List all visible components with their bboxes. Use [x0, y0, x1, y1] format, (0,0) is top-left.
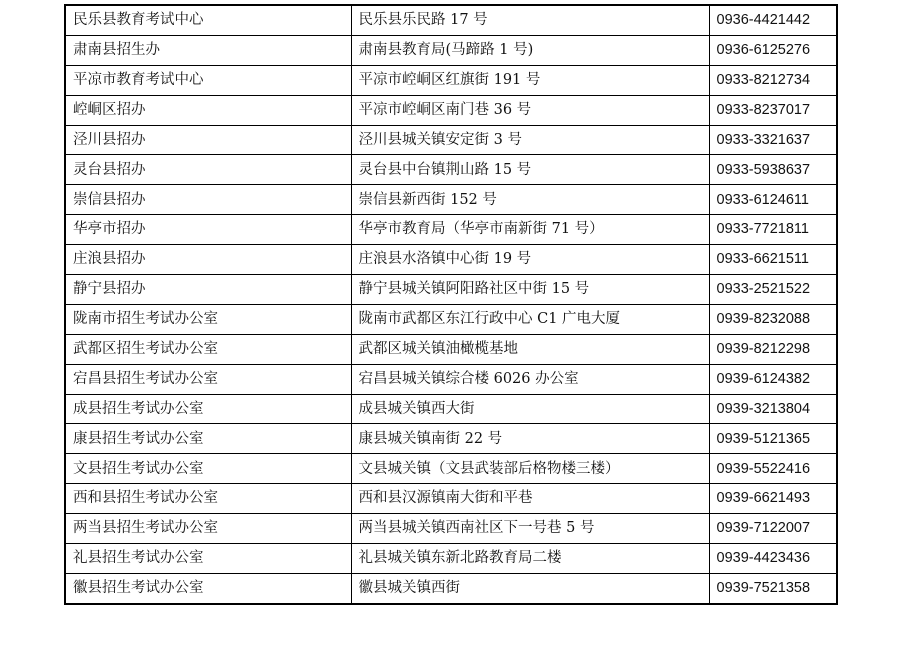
table-row: [65, 215, 837, 245]
phone-cell: 0936-6125276: [709, 35, 837, 65]
table-row: [65, 65, 837, 95]
table-row: [65, 35, 837, 65]
phone-cell: 0939-6621493: [709, 484, 837, 514]
org-cell: 肃南县招生办: [65, 35, 351, 65]
org-cell: 崆峒区招办: [65, 95, 351, 125]
phone-cell: 0939-8232088: [709, 304, 837, 334]
address-cell: 民乐县乐民路 17 号: [351, 5, 709, 35]
address-cell: 陇南市武都区东江行政中心 C1 广电大厦: [351, 304, 709, 334]
phone-cell: 0939-5522416: [709, 454, 837, 484]
org-cell: 华亭市招办: [65, 215, 351, 245]
table-row: [65, 155, 837, 185]
address-cell: 两当县城关镇西南社区下一号巷 5 号: [351, 514, 709, 544]
phone-cell: 0933-6621511: [709, 245, 837, 275]
address-cell: 崇信县新西街 152 号: [351, 185, 709, 215]
org-cell: 成县招生考试办公室: [65, 394, 351, 424]
table-row: [65, 454, 837, 484]
table-row: [65, 5, 837, 35]
address-cell: 华亭市教育局（华亭市南新街 71 号）: [351, 215, 709, 245]
table-row: [65, 245, 837, 275]
address-cell: 静宁县城关镇阿阳路社区中街 15 号: [351, 275, 709, 305]
contact-table-body: [65, 5, 837, 604]
phone-cell: 0939-7521358: [709, 573, 837, 603]
address-cell: 泾川县城关镇安定街 3 号: [351, 125, 709, 155]
org-cell: 徽县招生考试办公室: [65, 573, 351, 603]
table-row: [65, 484, 837, 514]
org-cell: 庄浪县招办: [65, 245, 351, 275]
phone-cell: 0933-3321637: [709, 125, 837, 155]
address-cell: 平凉市崆峒区南门巷 36 号: [351, 95, 709, 125]
phone-cell: 0936-4421442: [709, 5, 837, 35]
table-row: [65, 573, 837, 603]
table-row: [65, 304, 837, 334]
table-row: [65, 544, 837, 574]
phone-cell: 0939-6124382: [709, 364, 837, 394]
phone-cell: 0933-7721811: [709, 215, 837, 245]
phone-cell: 0933-6124611: [709, 185, 837, 215]
table-row: [65, 364, 837, 394]
org-cell: 静宁县招办: [65, 275, 351, 305]
table-row: [65, 95, 837, 125]
org-cell: 泾川县招办: [65, 125, 351, 155]
address-cell: 康县城关镇南街 22 号: [351, 424, 709, 454]
address-cell: 文县城关镇（文县武装部后格物楼三楼）: [351, 454, 709, 484]
table-row: [65, 334, 837, 364]
address-cell: 礼县城关镇东新北路教育局二楼: [351, 544, 709, 574]
org-cell: 文县招生考试办公室: [65, 454, 351, 484]
address-cell: 徽县城关镇西街: [351, 573, 709, 603]
org-cell: 宕昌县招生考试办公室: [65, 364, 351, 394]
phone-cell: 0939-7122007: [709, 514, 837, 544]
org-cell: 陇南市招生考试办公室: [65, 304, 351, 334]
address-cell: 平凉市崆峒区红旗街 191 号: [351, 65, 709, 95]
address-cell: 武都区城关镇油橄榄基地: [351, 334, 709, 364]
org-cell: 民乐县教育考试中心: [65, 5, 351, 35]
table-row: [65, 394, 837, 424]
address-cell: 成县城关镇西大街: [351, 394, 709, 424]
phone-cell: 0933-2521522: [709, 275, 837, 305]
phone-cell: 0939-8212298: [709, 334, 837, 364]
phone-cell: 0939-4423436: [709, 544, 837, 574]
address-cell: 宕昌县城关镇综合楼 6026 办公室: [351, 364, 709, 394]
org-cell: 礼县招生考试办公室: [65, 544, 351, 574]
org-cell: 崇信县招办: [65, 185, 351, 215]
org-cell: 西和县招生考试办公室: [65, 484, 351, 514]
org-cell: 康县招生考试办公室: [65, 424, 351, 454]
table-row: [65, 424, 837, 454]
address-cell: 庄浪县水洛镇中心街 19 号: [351, 245, 709, 275]
contact-table: [64, 4, 838, 605]
phone-cell: 0933-8237017: [709, 95, 837, 125]
table-row: [65, 125, 837, 155]
table-row: [65, 275, 837, 305]
phone-cell: 0933-8212734: [709, 65, 837, 95]
org-cell: 平凉市教育考试中心: [65, 65, 351, 95]
phone-cell: 0939-3213804: [709, 394, 837, 424]
table-row: [65, 514, 837, 544]
org-cell: 武都区招生考试办公室: [65, 334, 351, 364]
address-cell: 西和县汉源镇南大街和平巷: [351, 484, 709, 514]
address-cell: 灵台县中台镇荆山路 15 号: [351, 155, 709, 185]
address-cell: 肃南县教育局(马蹄路 1 号): [351, 35, 709, 65]
phone-cell: 0933-5938637: [709, 155, 837, 185]
phone-cell: 0939-5121365: [709, 424, 837, 454]
org-cell: 两当县招生考试办公室: [65, 514, 351, 544]
table-row: [65, 185, 837, 215]
org-cell: 灵台县招办: [65, 155, 351, 185]
